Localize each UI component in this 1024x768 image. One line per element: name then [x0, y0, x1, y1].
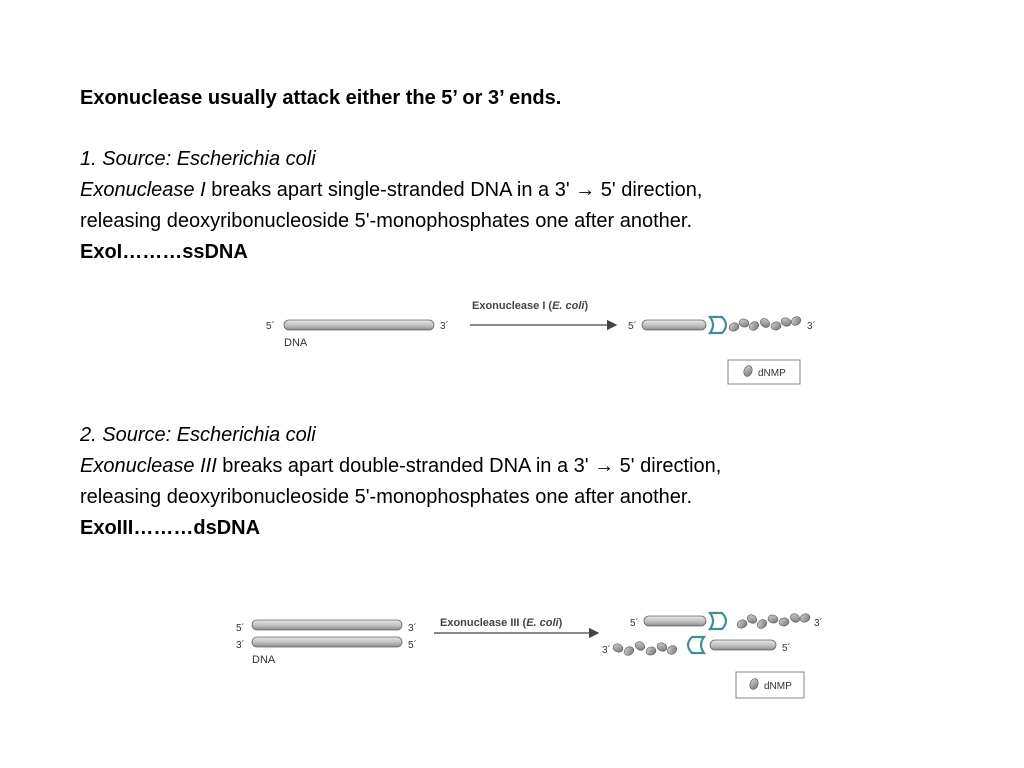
intro-heading: Exonuclease usually attack either the 5’ or 3’ ends. — [80, 87, 562, 109]
fig1-ssdna-strand — [284, 320, 434, 330]
section2-enzyme-name: Exonuclease III — [80, 455, 217, 477]
fig1-label-3prime-right: 3´ — [807, 321, 816, 332]
fig2-legend — [736, 672, 804, 698]
fig1-arrow-caption: Exonuclease I (E. coli) — [472, 300, 589, 312]
fig2-label-3prime-bottom-right: 3´ — [602, 645, 611, 656]
fig2-dna-label: DNA — [252, 654, 276, 666]
section1-enzyme-name: Exonuclease I — [80, 179, 206, 201]
fig2-legend-label: dNMP — [764, 681, 792, 692]
fig2-released-nucleotides-top — [736, 612, 811, 630]
fig2-exonuclease-top-enzyme-icon — [710, 613, 726, 629]
fig2-degraded-bottom-strand — [710, 640, 776, 650]
fig1-released-nucleotides — [728, 315, 802, 332]
section1-description-line1 — [80, 175, 980, 206]
section1-source: 1. Source: Escherichia coli — [80, 148, 316, 170]
fig1-label-5prime-right: 5´ — [628, 321, 637, 332]
exonuclease-iii-figure — [230, 600, 840, 705]
fig1-exonuclease-enzyme-icon — [710, 317, 726, 333]
fig1-legend-label: dNMP — [758, 368, 786, 379]
fig2-exonuclease-bottom-enzyme-icon — [688, 637, 704, 653]
section2-description-line1 — [80, 451, 980, 482]
fig2-top-strand — [252, 620, 402, 630]
fig2-label-5prime-top-right: 5´ — [630, 618, 639, 629]
section2-text1: breaks apart double-stranded DNA in a 3' → 5' direction, — [216, 455, 722, 477]
fig2-bottom-strand — [252, 637, 402, 647]
section2-shorthand: ExoIII………dsDNA — [80, 517, 261, 539]
fig1-degraded-strand — [642, 320, 706, 330]
fig1-label-3prime-left: 3´ — [440, 321, 449, 332]
fig2-label-5prime-bottom-left: 5´ — [408, 640, 417, 651]
section1-description-line2: releasing deoxyribonucleoside 5'-monophosphates one after another. — [80, 210, 693, 232]
fig2-label-3prime-top-right: 3´ — [814, 618, 823, 629]
exonuclease-i-figure — [260, 290, 840, 390]
fig2-arrow-caption: Exonuclease III (E. coli) — [440, 617, 563, 629]
fig2-label-3prime-top-left: 3´ — [408, 623, 417, 634]
fig1-dna-label: DNA — [284, 337, 308, 349]
fig1-legend — [728, 360, 800, 384]
fig2-label-5prime-top-left: 5´ — [236, 623, 245, 634]
fig2-degraded-top-strand — [644, 616, 706, 626]
fig2-label-5prime-bottom-right: 5´ — [782, 643, 791, 654]
section2-source: 2. Source: Escherichia coli — [80, 424, 316, 446]
section1-text1: breaks apart single-stranded DNA in a 3' → 5' direction, — [205, 179, 703, 201]
fig2-released-nucleotides-bottom — [612, 640, 678, 657]
fig1-label-5prime-left: 5´ — [266, 321, 275, 332]
section1-shorthand: ExoI………ssDNA — [80, 241, 248, 263]
fig2-label-3prime-bottom-left: 3´ — [236, 640, 245, 651]
section2-description-line2: releasing deoxyribonucleoside 5'-monophosphates one after another. — [80, 486, 693, 508]
